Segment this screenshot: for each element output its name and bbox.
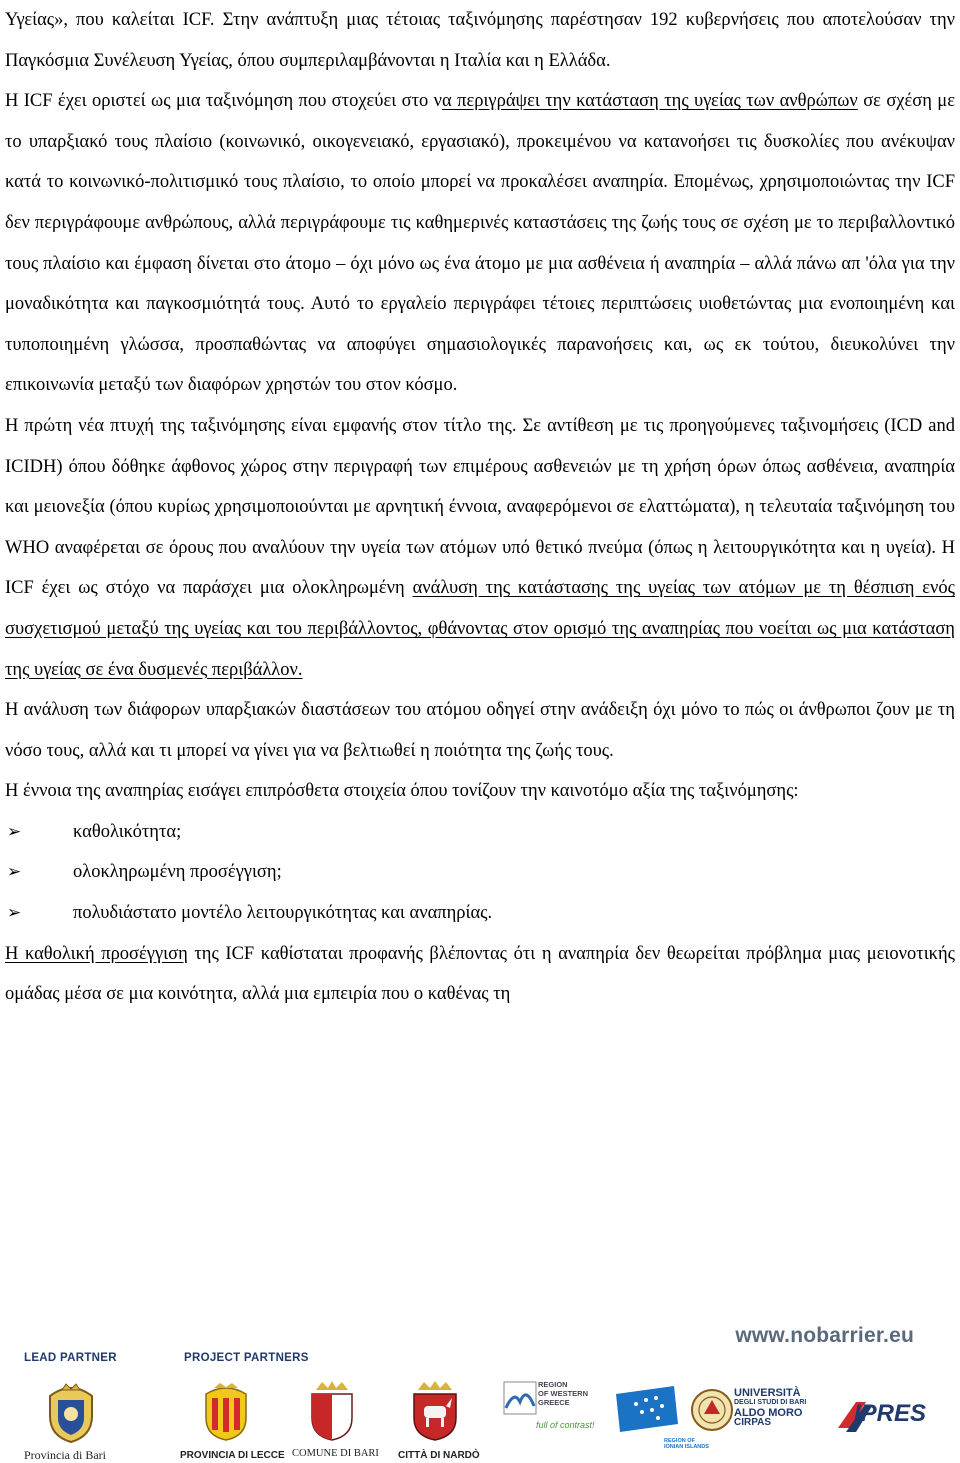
paragraph	[5, 406, 955, 690]
citta-di-nardo-crest-icon	[408, 1378, 462, 1442]
text-run: της ICF καθίσταται προφανής βλέποντας ότι η αναπηρία δεν θεωρείται πρόβλημα μιας μειονοτικής ομάδας μέσα σε μια κοινότητα, αλλά μια εμπειρία που ο καθένας τη	[5, 943, 955, 1005]
region-western-greece-logo-icon	[502, 1380, 538, 1436]
paragraph	[5, 771, 955, 812]
logo-caption: PROVINCIA DI LECCE	[180, 1450, 285, 1461]
bullet-item	[5, 812, 955, 853]
underlined-text: α περιγράψει την κατάσταση της υγείας των ανθρώπων	[442, 91, 858, 112]
body-text	[5, 0, 955, 812]
text-run: Η έννοια της αναπηρίας εισάγει επιπρόσθετα στοιχεία όπου τονίζουν την καινοτόμο αξία της ταξινόμησης:	[5, 781, 799, 802]
logo-caption: COMUNE DI BARI	[292, 1448, 379, 1459]
lead-partner-label: LEAD PARTNER	[24, 1352, 117, 1364]
text-run: Η ανάλυση των διάφορων υπαρξιακών διαστάσεων του ατόμου οδηγεί στην ανάδειξη όχι μόνο το πώς οι άνθρωποι ζουν με τη νόσο τους, αλλά και τι μπορεί να γίνει για να βελτιωθεί η ποιότητα της ζωής τους.	[5, 700, 955, 761]
region-ionian-islands-logo-icon	[612, 1384, 682, 1442]
bullet-text: πολυδιάστατο μοντέλο λειτουργικότητας και αναπηρίας.	[73, 903, 493, 924]
document-page	[5, 0, 955, 1015]
region-tagline: full of contrast!	[536, 1420, 595, 1430]
ipres-wordmark: IPRES	[854, 1400, 927, 1427]
paragraph	[5, 81, 955, 406]
arrowhead-bullet-icon: ➢	[7, 821, 22, 841]
website-link[interactable]: www.nobarrier.eu	[735, 1324, 914, 1347]
text-run: σε σχέση με το υπαρξιακό τους πλαίσιο (κοινωνικό, οικογενειακό, εργασιακό), προκειμένου να κατανοήσει τις δυσκολίες που ανέκυψαν κατά το κοινωνικό-πολιτισμικό τους πλαίσιο, το οποίο μπορεί να προκαλέσει αναπηρία. Επομένως, χρησιμοποιώντας την ICF δεν περιγράφουμε ανθρώπους, αλλά περιγράφουμε τις καθημερινές καταστάσεις της ζωής τους σε σχέση με το περιβαλλοντικό τους πλαίσιο και έμφαση δίνεται στο άτομο – όχι μόνο ως ένα άτομο με μια ασθένεια ή αναπηρία – αλλά πάνω απ 'όλα για την μοναδικότητα και παγκοσμιότητά τους. Αυτό το εργαλείο περιγράφει τέτοιες περιπτώσεις υιοθετώντας μια ενοποιημένη και τυποποιημένη γλώσσα, προσπαθώντας να αποφύγει σημασιολογικές παρανοήσεις και, ως εκ τούτου, διευκολύνει την επικοινωνία μεταξύ των διαφόρων χρηστών του στον κόσμο.	[5, 91, 955, 396]
underlined-text: Η καθολική προσέγγιση	[5, 943, 188, 964]
universita-bari-seal-icon	[690, 1384, 734, 1436]
underlined-text: ανάλυση της κατάστασης της υγείας των ατόμων με τη θέσπιση ενός συσχετισμού μεταξύ της υγείας και του περιβάλλοντος, φθάνοντας στον ορισμό της αναπηρίας που νοείται ως μια κατάσταση της υγείας σε ένα δυσμενές περιβάλλον.	[5, 578, 955, 680]
provincia-di-bari-crest-icon	[42, 1380, 100, 1444]
bullet-text: καθολικότητα;	[73, 821, 182, 842]
universita-name: UNIVERSITÀ DEGLI STUDI DI BARI ALDO MORO CIRPAS	[734, 1387, 807, 1428]
comune-di-bari-crest-icon	[306, 1380, 358, 1442]
region-western-greece-name: REGION OF WESTERN GREECE	[538, 1380, 588, 1407]
project-partners-label: PROJECT PARTNERS	[184, 1352, 309, 1364]
paragraph	[5, 934, 955, 1015]
logo-caption: Provincia di Bari	[24, 1448, 106, 1462]
logo-caption: CITTÀ DI NARDÒ	[398, 1450, 480, 1461]
text-run: Υγείας», που καλείται ICF. Στην ανάπτυξη μιας τέτοιας ταξινόμησης παρέστησαν 192 κυβερνήσεις που αποτελούσαν την Παγκόσμια Συνέλευση Υγείας, όπου συμπεριλαμβάνονται η Ιταλία και η Ελλάδα.	[5, 10, 955, 71]
arrowhead-bullet-icon: ➢	[7, 903, 22, 923]
paragraph	[5, 690, 955, 771]
paragraph	[5, 0, 955, 81]
text-run: Η πρώτη νέα πτυχή της ταξινόμησης είναι εμφανής στον τίτλο της. Σε αντίθεση με τις προηγούμενες ταξινομήσεις (ICD and ICIDH) όπου δόθηκε άφθονος χώρος στην περιγραφή των επιμέρους ασθενειών με τη χρήση όρων όπως ασθένεια, αναπηρία και μειονεξία (όπου κυρίως χρησιμοποιούνται με αρνητική έννοια, αναφερόμενοι σε ελαττώματα), η τελευταία ταξινόμηση του WHO αναφέρεται σε όρους που αναλύουν την υγεία των ατόμων υπό θετικό πνεύμα (όπως η λειτουργικότητα και η υγεία). Η ICF έχει ως στόχο να παράσχει μια ολοκληρωμένη	[5, 415, 955, 599]
bullet-item	[5, 852, 955, 893]
provincia-di-lecce-crest-icon	[200, 1380, 252, 1442]
bullet-list	[5, 812, 955, 934]
region-ionian-name: REGION OF IONIAN ISLANDS	[664, 1438, 709, 1450]
bullet-text: ολοκληρωμένη προσέγγιση;	[73, 862, 282, 883]
bullet-item	[5, 893, 955, 934]
arrowhead-bullet-icon: ➢	[7, 862, 22, 882]
partner-footer	[0, 1320, 960, 1462]
text-run: Η ICF έχει οριστεί ως μια ταξινόμηση που στοχεύει στο ν	[5, 91, 443, 112]
